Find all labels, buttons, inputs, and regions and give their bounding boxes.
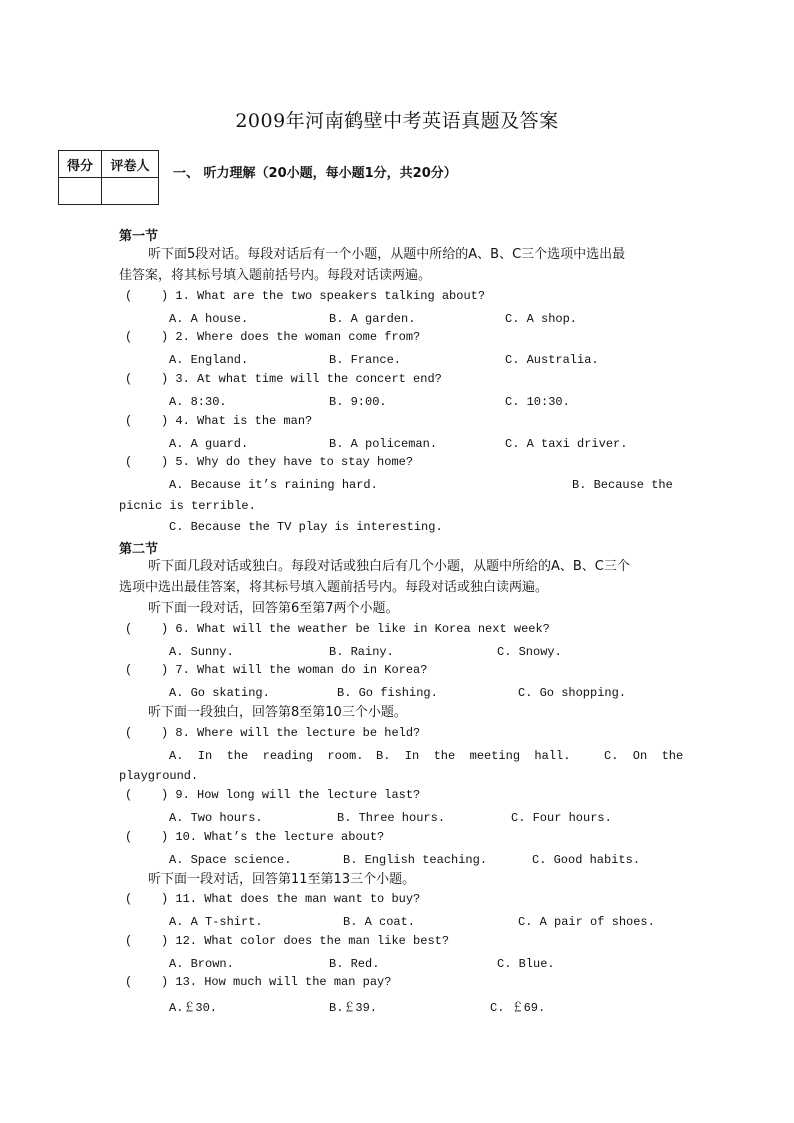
grader-cell[interactable] xyxy=(102,178,159,205)
option-c: C. On the xyxy=(604,749,684,763)
option-c: C. Because the TV play is interesting. xyxy=(169,520,443,534)
option-c: C. Blue. xyxy=(497,957,555,971)
instruction-text: 听下面几段对话或独白。每段对话或独白后有几个小题，从题中所给的A、B、C三个 xyxy=(148,559,630,574)
option-b: B.￡39. xyxy=(329,1001,378,1015)
option-c: C. Snowy. xyxy=(497,645,562,659)
option-a: A. Go skating. xyxy=(169,686,270,700)
option-a: A. In the reading room. xyxy=(169,749,364,763)
option-a: A. Space science. xyxy=(169,853,292,867)
question-7: ( ) 7. What will the woman do in Korea? xyxy=(125,663,428,677)
option-b-continued: picnic is terrible. xyxy=(119,499,256,513)
option-b: B. France. xyxy=(329,353,402,367)
question-9: ( ) 9. How long will the lecture last? xyxy=(125,788,421,802)
option-b: B. A coat. xyxy=(343,915,416,929)
grader-header: 评卷人 xyxy=(102,151,159,178)
option-a: A. 8:30. xyxy=(169,395,227,409)
option-c: C. ￡69. xyxy=(490,1001,546,1015)
option-b: B. Because the xyxy=(572,478,673,492)
option-b: B. Rainy. xyxy=(329,645,394,659)
option-a: A. Brown. xyxy=(169,957,234,971)
option-a: A. Two hours. xyxy=(169,811,263,825)
option-c: C. A pair of shoes. xyxy=(518,915,655,929)
instruction-text: 选项中选出最佳答案，将其标号填入题前括号内。每段对话或独白读两遍。 xyxy=(119,580,549,595)
score-header: 得分 xyxy=(59,151,102,178)
question-10: ( ) 10. What’s the lecture about? xyxy=(125,830,385,844)
option-a: A. England. xyxy=(169,353,249,367)
question-12: ( ) 12. What color does the man like best? xyxy=(125,934,450,948)
part-heading: 一、 听力理解（20小题，每小题1分，共20分） xyxy=(173,166,457,181)
question-13: ( ) 13. How much will the man pay? xyxy=(125,975,392,989)
question-11: ( ) 11. What does the man want to buy? xyxy=(125,892,421,906)
question-1: ( ) 1. What are the two speakers talking about? xyxy=(125,289,486,303)
option-a: A. A house. xyxy=(169,312,249,326)
option-b: B. Red. xyxy=(329,957,380,971)
option-a: A. A guard. xyxy=(169,437,249,451)
option-c: C. A shop. xyxy=(505,312,578,326)
question-3: ( ) 3. At what time will the concert end? xyxy=(125,372,442,386)
option-b: B. A policeman. xyxy=(329,437,438,451)
option-c: C. 10:30. xyxy=(505,395,570,409)
option-b: B. 9:00. xyxy=(329,395,387,409)
option-b: B. In the meeting hall. xyxy=(376,749,571,763)
sub-instruction: 听下面一段独白，回答第8至第10三个小题。 xyxy=(148,705,407,720)
option-b: B. Three hours. xyxy=(337,811,446,825)
section-heading: 第一节 xyxy=(119,229,159,244)
question-6: ( ) 6. What will the weather be like in Korea next week? xyxy=(125,622,550,636)
option-a: A. Sunny. xyxy=(169,645,234,659)
option-c: C. Go shopping. xyxy=(518,686,627,700)
option-b: B. Go fishing. xyxy=(337,686,438,700)
question-5: ( ) 5. Why do they have to stay home? xyxy=(125,455,414,469)
question-2: ( ) 2. Where does the woman come from? xyxy=(125,330,421,344)
option-a: A. Because it’s raining hard. xyxy=(169,478,378,492)
option-a: A.￡30. xyxy=(169,1001,218,1015)
instruction-text: 听下面5段对话。每段对话后有一个小题，从题中所给的A、B、C三个选项中选出最 xyxy=(148,247,626,262)
score-cell[interactable] xyxy=(59,178,102,205)
option-c-continued: playground. xyxy=(119,769,199,783)
instruction-text: 佳答案，将其标号填入题前括号内。每段对话读两遍。 xyxy=(119,268,432,283)
sub-instruction: 听下面一段对话，回答第6至第7两个小题。 xyxy=(148,601,399,616)
option-b: B. English teaching. xyxy=(343,853,488,867)
option-a: A. A T-shirt. xyxy=(169,915,263,929)
option-c: C. Good habits. xyxy=(532,853,641,867)
option-b: B. A garden. xyxy=(329,312,416,326)
question-4: ( ) 4. What is the man? xyxy=(125,414,313,428)
section-heading: 第二节 xyxy=(119,542,159,557)
score-table xyxy=(58,150,159,205)
option-c: C. Australia. xyxy=(505,353,599,367)
question-8: ( ) 8. Where will the lecture be held? xyxy=(125,726,421,740)
option-c: C. Four hours. xyxy=(511,811,612,825)
page-title: 2009年河南鹤壁中考英语真题及答案 xyxy=(235,110,559,132)
sub-instruction: 听下面一段对话，回答第11至第13三个小题。 xyxy=(148,872,416,887)
option-c: C. A taxi driver. xyxy=(505,437,628,451)
